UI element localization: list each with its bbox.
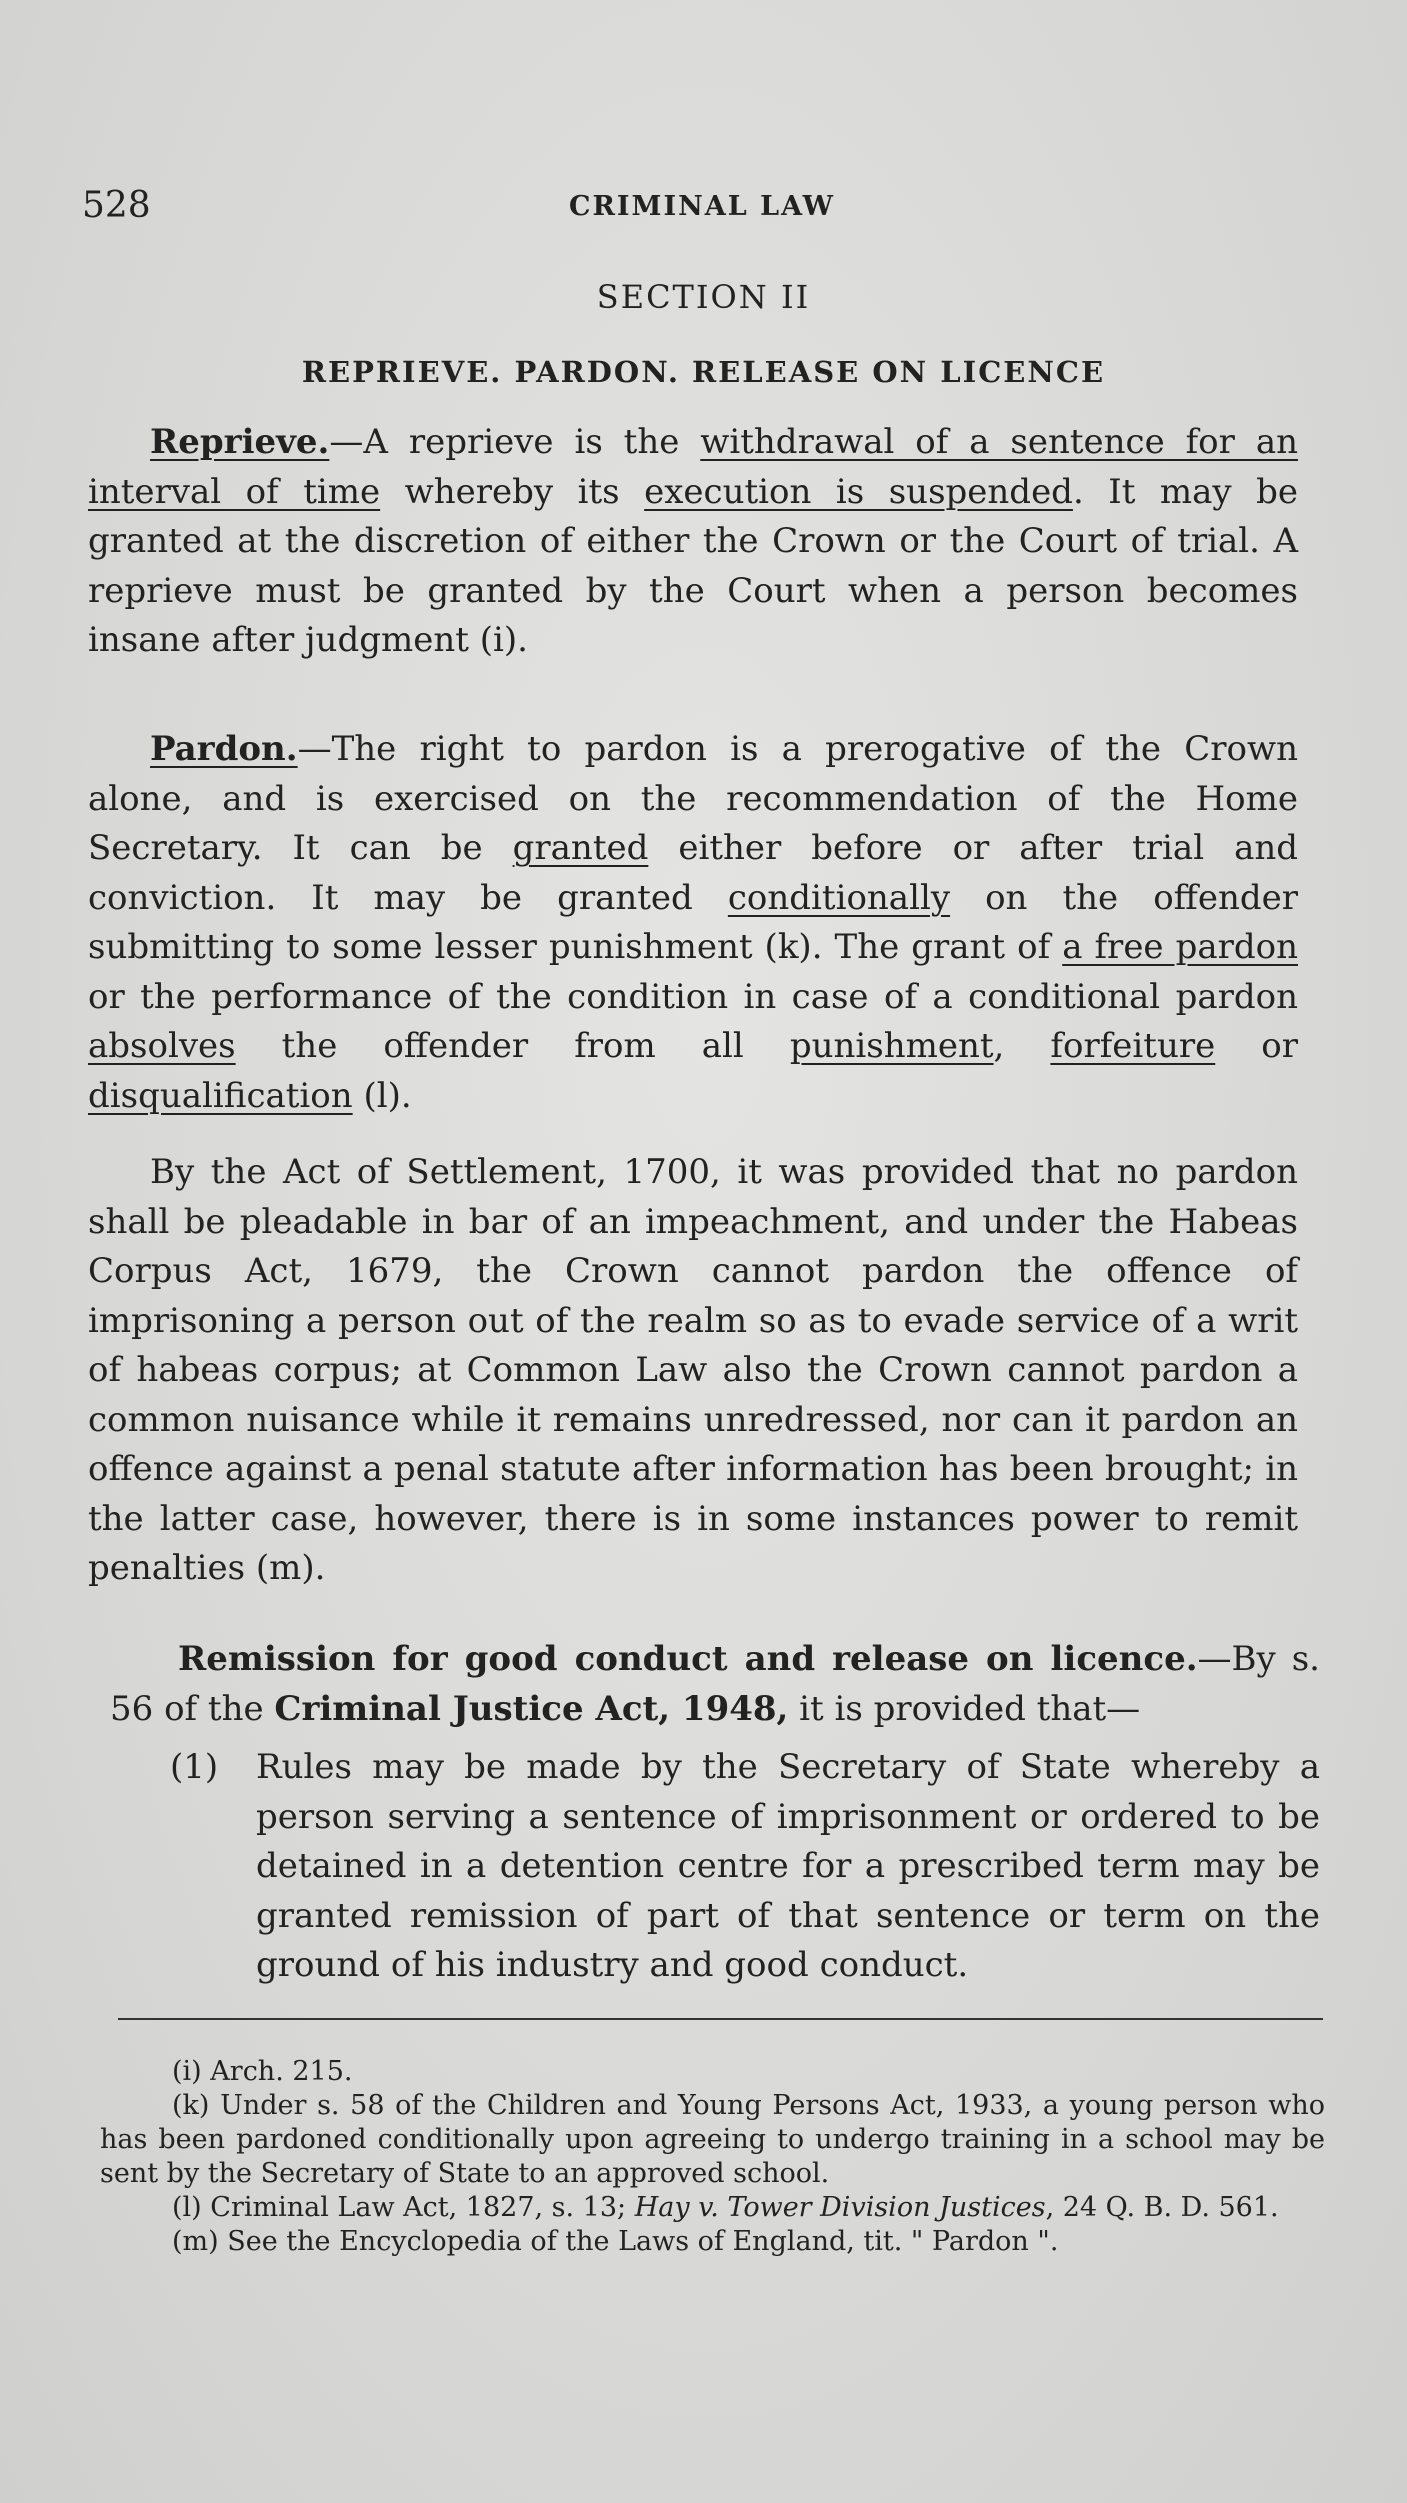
footnotes <box>100 2055 1325 2259</box>
pardon-underlined-word: punishment <box>789 1026 994 1066</box>
pardon-text: —The right to pardon is a prerogative of the Crown alone, and is exercised on the recommendation of the Home Secretary. It can be <box>88 729 1298 868</box>
pardon-underlined-word: disqualification <box>88 1075 353 1116</box>
pardon-underlined-word: a free pardon <box>1062 927 1298 967</box>
pardon-underlined-word: conditionally <box>727 877 951 918</box>
pardon-text: either before or after trial and conviction. It may be granted <box>88 828 1298 918</box>
page-number: 528 <box>82 185 151 226</box>
footnote-l-case: Hay v. Tower Division Justices <box>634 2192 1046 2223</box>
pardon-text: or <box>1215 1026 1298 1066</box>
remission-text: it is provided that— <box>788 1688 1141 1729</box>
reprieve-underlined-phrase: execution is suspended <box>644 471 1073 512</box>
footnote-i: (i) Arch. 215. <box>172 2056 353 2087</box>
reprieve-heading: Reprieve. <box>150 422 330 462</box>
pardon-text: the offender from all <box>235 1026 790 1066</box>
running-head: CRIMINAL LAW <box>569 191 835 222</box>
pardon-text: on the offender submitting to some lesser punishment (k). The grant of <box>88 877 1298 967</box>
section-title: SECTION II <box>596 278 811 316</box>
pardon-paragraph <box>88 725 1298 1121</box>
settlement-paragraph <box>88 1148 1298 1594</box>
pardon-heading: Pardon. <box>150 729 298 769</box>
pardon-underlined-word: granted <box>512 828 649 868</box>
footnote-l <box>100 2191 1325 2225</box>
pardon-underlined-word: forfeiture <box>1050 1026 1216 1066</box>
rule-number: (1) <box>170 1747 219 1787</box>
remission-text: —By s. 56 of the <box>110 1639 1320 1729</box>
section-subheading: REPRIEVE. PARDON. RELEASE ON LICENCE <box>301 355 1106 389</box>
pardon-text: , <box>993 1026 1051 1066</box>
pardon-underlined-word: absolves <box>88 1026 236 1066</box>
footnote-l-text: , 24 Q. B. D. 561. <box>1045 2192 1279 2223</box>
footnote-m: (m) See the Encyclopedia of the Laws of England, tit. " Pardon ". <box>172 2226 1059 2257</box>
reprieve-paragraph <box>88 418 1298 666</box>
remission-heading: Remission for good conduct and release on licence. <box>178 1639 1198 1679</box>
reprieve-underlined-phrase: withdrawal of a sentence for an interval of time <box>88 422 1298 512</box>
page-header <box>82 185 1322 235</box>
remission-paragraph <box>110 1635 1320 1734</box>
footnote-divider <box>118 2018 1323 2020</box>
settlement-text: By the Act of Settlement, 1700, it was provided that no pardon shall be pleadable in bar of an impeachment, and under the Habeas Corpus Act, 1679, the Crown cannot pardon the offence of imprisoning a person out of the realm so as to evade service of a writ of habeas corpus; at Common Law also the Crown cannot pardon a common nuisance while it remains unredressed, nor can it pardon an offence against a penal statute after information has been brought; in the latter case, however, there is in some instances power to remit penalties (m). <box>88 1152 1298 1588</box>
footnote-l-text: (l) Criminal Law Act, 1827, s. 13; <box>172 2192 635 2223</box>
remission-act-name: Criminal Justice Act, 1948, <box>274 1688 789 1729</box>
rule-item-1 <box>170 1743 1320 1991</box>
reprieve-text: —A reprieve is the <box>329 422 701 462</box>
pardon-text: or the performance of the condition in case of a conditional pardon <box>88 976 1298 1017</box>
reprieve-text: . It may be granted at the discretion of either the Crown or the Court of trial. A reprieve must be granted by the Court when a person becomes insane after judgment (i). <box>88 471 1298 660</box>
rule-text: Rules may be made by the Secretary of State whereby a person serving a sentence of imprisonment or ordered to be detained in a detention centre for a prescribed term may be granted remission of part of that sentence or term on the ground of his industry and good conduct. <box>256 1747 1320 1985</box>
reprieve-text: whereby its <box>380 471 645 512</box>
footnote-k: (k) Under s. 58 of the Children and Young Persons Act, 1933, a young person who has been pardoned conditionally upon agreeing to undergo training in a school may be sent by the Secretary of State to an approved school. <box>100 2090 1325 2189</box>
pardon-text: (l). <box>352 1075 412 1116</box>
